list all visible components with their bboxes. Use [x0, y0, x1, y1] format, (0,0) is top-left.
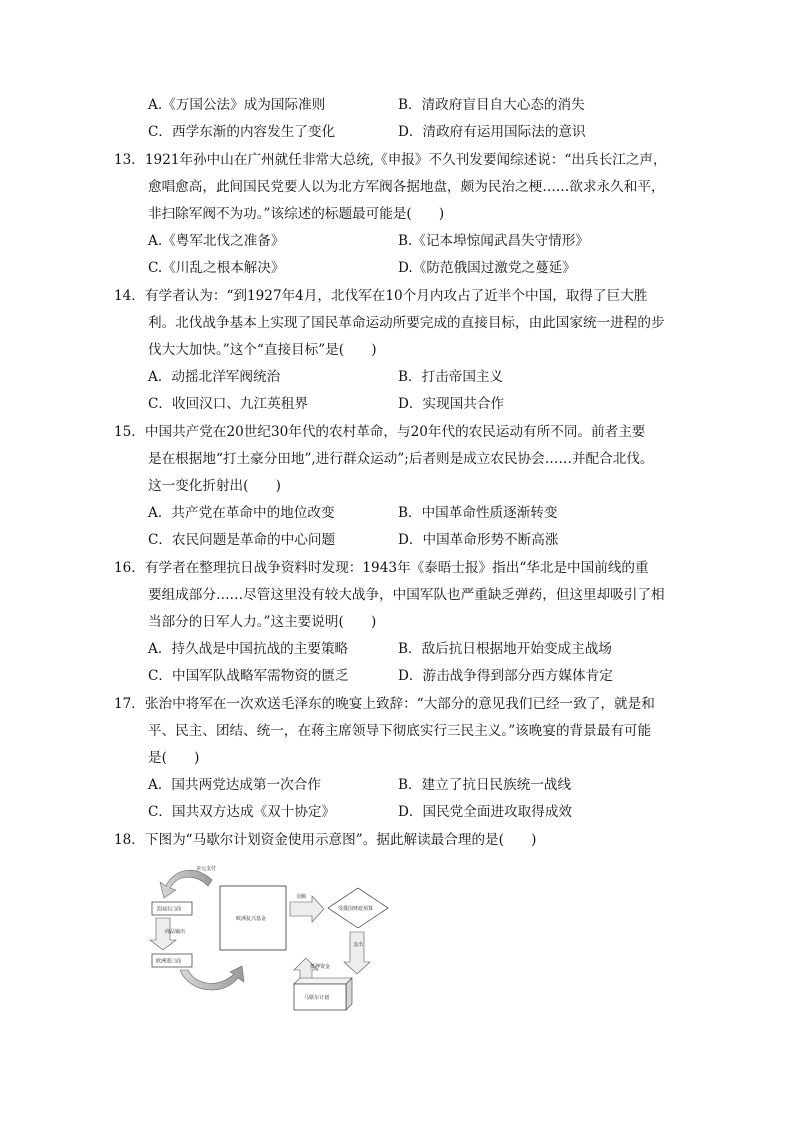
q14-option-b: B．打击帝国主义 — [398, 369, 504, 385]
q16-option-c: C．中国军队战略军需物资的匮乏 — [148, 668, 349, 684]
q16-option-a: A．持久战是中国抗战的主要策略 — [148, 641, 349, 657]
label-balance: 余额 — [296, 894, 307, 900]
marshall-plan-diagram — [148, 858, 398, 1018]
q16-stem-line-3: 当部分的日军人力。”这主要说明( ) — [148, 614, 377, 630]
q14-stem-line-1: 14．有学者认为：“到1927年4月，北伐军在10个月内攻占了近半个中国，取得了巨大胜 — [114, 288, 648, 304]
label-goods-out: 商品输出 — [165, 929, 186, 935]
q13-option-b: B.《记本埠惊闻武昌失守情形》 — [398, 233, 590, 249]
q13-option-a: A.《粤军北伐之准备》 — [148, 233, 285, 249]
q17-stem-line-3: 是( ) — [148, 750, 200, 766]
q15-option-a: A．共产党在革命中的地位改变 — [148, 505, 335, 521]
q15-stem-line-2: 是在根据地“打土豪分田地”,进行群众运动”;后者则是成立农民协会……并配合北伐。 — [148, 451, 654, 467]
q15-option-b: B．中国革命性质逐渐转变 — [398, 505, 558, 521]
label-marshall-plan: 马歇尔计划 — [304, 995, 330, 1001]
q18-stem-line-1: 18．下图为“马歇尔计划资金使用示意图”。据此解读最合理的是( ) — [114, 832, 537, 848]
q14-stem-line-3: 伐大大加快。”这个“直接目标”是( ) — [148, 342, 377, 358]
marshall-box-side — [346, 978, 352, 1010]
q12-option-c: C．西学东渐的内容发生了变化 — [148, 124, 336, 140]
q14-option-d: D．实现国共合作 — [398, 396, 505, 412]
marshall-box-top — [294, 978, 352, 984]
q16-stem-line-1: 16．有学者在整理抗日战争资料时发现：1943年《泰晤士报》指出“华北是中国前线的重 — [114, 560, 649, 576]
q16-stem-line-2: 要组成部分……尽管这里没有较大战争，中国军队也严重缺乏弹药，但这里却吸引了相 — [148, 587, 665, 603]
q13-stem-line-1: 13．1921年孙中山在广州就任非常大总统,《申报》不久刊发要闻综述说：“出兵长江之声， — [114, 152, 667, 168]
label-eu-importer: 欧洲进口商 — [156, 958, 182, 965]
q12-option-d: D．清政府有运用国际法的意识 — [398, 124, 586, 140]
q16-option-d: D．游击战争得到部分西方媒体肯定 — [398, 668, 613, 684]
q15-option-c: C．农民问题是革命的中心问题 — [148, 532, 336, 548]
q14-option-c: C．收回汉口、九江英租界 — [148, 396, 308, 412]
q17-option-a: A．国共两党达成第一次合作 — [148, 777, 321, 793]
label-usd-pay: 美元支付 — [196, 866, 217, 872]
q12-option-b: B．清政府盲目自大心态的消失 — [398, 97, 585, 113]
q17-stem-line-2: 平、民主、团结、统一，在蒋主席领导下彻底实行三民主义。”该晚宴的背景最有可能 — [148, 723, 652, 739]
q14-stem-line-2: 利。北伐战争基本上实现了国民革命运动所要完成的直接目标，由此国家统一进程的步 — [148, 315, 665, 331]
q14-option-a: A．动摇北洋军阀统治 — [148, 369, 281, 385]
label-counterpart-fund: 欧洲复兴基金 — [236, 916, 267, 922]
label-recipient-gov: 受援国财政预算 — [338, 906, 374, 912]
q13-option-d: D.《防范俄国过激党之蔓延》 — [398, 260, 576, 276]
q17-option-b: B．建立了抗日民族统一战线 — [398, 777, 572, 793]
q15-option-d: D．中国革命形势不断高涨 — [398, 532, 559, 548]
spend-down-arrow — [344, 932, 370, 974]
q17-option-d: D．国民党全面进攻取得成效 — [398, 804, 573, 820]
q16-option-b: B．敌后抗日根据地开始变成主战场 — [398, 641, 612, 657]
q15-stem-line-3: 这一变化折射出( ) — [148, 478, 281, 494]
q12-option-a: A.《万国公法》成为国际准则 — [148, 97, 326, 113]
q17-stem-line-1: 17．张治中将军在一次欢送毛泽东的晚宴上致辞：“大部分的意见我们已经一致了，就是和 — [114, 696, 655, 712]
q13-stem-line-3: 非扫除军阀不为功。”该综述的标题最可能是( ) — [148, 206, 445, 222]
label-spend: 支出 — [353, 942, 364, 948]
q13-stem-line-2: 愈唱愈高，此间国民党要人以为北方军阀各据地盘，颇为民治之梗……欲求永久和平， — [148, 179, 665, 195]
q17-option-c: C．国共双方达成《双十协定》 — [148, 804, 336, 820]
q13-option-c: C.《川乱之根本解决》 — [148, 260, 285, 276]
label-match-fund: 抵押资金 — [310, 964, 331, 970]
bottom-curve-arrow — [180, 966, 244, 990]
usd-pay-curve-arrow — [160, 870, 212, 898]
label-us-exporter: 美国出口商 — [156, 906, 182, 913]
q15-stem-line-1: 15．中国共产党在20世纪30年代的农村革命，与20年代的农民运动有所不同。前者主要 — [114, 424, 646, 440]
